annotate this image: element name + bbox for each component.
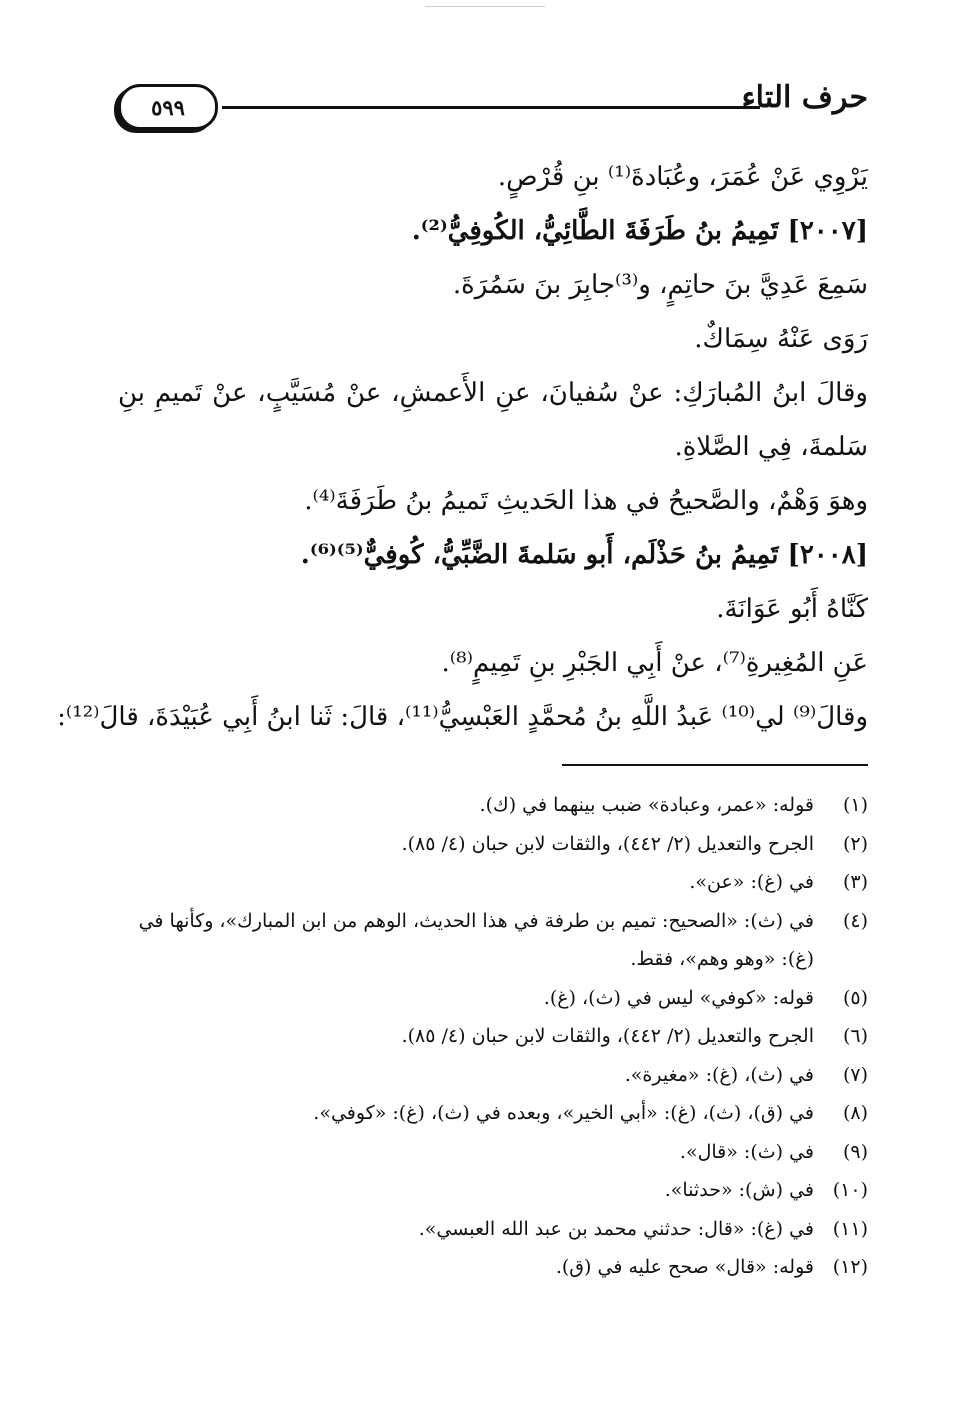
footnote [118,902,868,979]
footnote-text: في (غ): «عن». [689,871,814,893]
header-rule [222,106,760,109]
text-line: وهوَ وَهْمٌ، والصَّحيحُ في هذا الحَديثِ تَميمُ بنُ طَرَفَةَ⁽⁴⁾. [304,486,868,516]
footnote-text: في (ق)، (ث)، (غ): «أبي الخير»، وبعده في (ث)، (غ): «كوفي». [313,1102,814,1124]
footnote-number: (٧) [842,1063,868,1086]
footnote [118,1248,868,1287]
footnote-text: قوله: «قال» صحح عليه في (ق). [555,1256,814,1278]
footnote-number: (١٠) [832,1179,868,1201]
footnote [118,1017,868,1056]
footnote-number: (٥) [842,986,868,1009]
top-scan-rule [425,6,545,7]
page-number: ٥٩٩ [151,94,185,120]
footnote [118,1210,868,1249]
page-number-badge [118,84,218,130]
footnote-number: (١١) [832,1217,868,1240]
text-line: وقالَ⁽⁹⁾ لي⁽¹⁰⁾ عَبدُ اللَّهِ بنُ مُحمَّدٍ العَبْسِيُّ⁽¹¹⁾، قالَ: ثَنا ابنُ أَبِي عُبَيْدَةَ، قالَ⁽¹²⁾: [57,702,868,732]
footnote-number: (٢) [842,832,868,855]
text-line: سَمِعَ عَدِيَّ بنَ حاتِمٍ، و⁽³⁾جابِرَ بنَ سَمُرَةَ. [452,270,868,300]
entry-heading-2008: [٢٠٠٨] تَمِيمُ بنُ حَذْلَم، أَبو سَلمةَ الضَّبِّيُّ، كُوفِيٌّ⁽⁵⁾⁽⁶⁾. [300,540,868,570]
footnote-number: (٣) [842,871,868,893]
footnote-text: الجرح والتعديل (٢/ ٤٤٢)، والثقات لابن حبان (٤/ ٨٥). [401,832,814,855]
footnotes [118,786,868,1287]
footnote [118,863,868,902]
footnote [118,1133,868,1172]
footnote-number: (١) [842,794,868,816]
footnote [118,1171,868,1210]
footnote-number: (٩) [842,1140,868,1163]
footnote-text: في (ش): «حدثنا». [664,1179,814,1201]
footnote-number: (٦) [842,1025,868,1047]
footnote [118,786,868,825]
footnote-number: (٤) [842,909,868,932]
footnote [118,1056,868,1095]
text-line: كَنَّاهُ أَبُو عَوَانَةَ. [716,594,868,624]
text-line: عَنِ المُغِيرةِ⁽⁷⁾، عنْ أَبِي الجَبْرِ بنِ تَمِيمٍ⁽⁸⁾. [441,648,868,678]
footnote-text: في (ث): «الصحيح: تميم بن طرفة في هذا الحديث، الوهم من ابن المبارك»، وكأنها في (غ): «وهو وهم»، فقط. [138,909,814,970]
text-paragraph: وقالَ ابنُ المُبارَكِ: عنْ سُفيانَ، عنِ الأَعمشِ، عنْ مُسَيَّبٍ، عنْ تَميمِ بنِ سَلمةَ، فِي الصَّلاةِ. [118,378,868,462]
footnote [118,825,868,864]
entry-heading-2007: [٢٠٠٧] تَمِيمُ بنُ طَرَفَةَ الطَّائِيُّ، الكُوفِيُّ⁽²⁾. [411,216,868,246]
text-line: يَرْوِي عَنْ عُمَرَ، وعُبَادةَ⁽¹⁾ بنِ قُرْصٍ. [497,162,868,192]
footnote-number: (١٢) [832,1256,868,1278]
text-line: رَوَى عَنْهُ سِمَاكٌ. [694,324,868,354]
footnote-text: في (ث)، (غ): «مغيرة». [624,1063,814,1086]
footnote-text: قوله: «عمر، وعبادة» ضبب بينهما في (ك). [479,794,814,816]
footnote-text: قوله: «كوفي» ليس في (ث)، (غ). [543,986,814,1009]
footnote-separator [562,764,868,766]
chapter-title: حرف التاء [741,80,868,115]
footnote-text: في (ث): «قال». [679,1140,814,1163]
page-header [118,78,868,138]
footnote-text: الجرح والتعديل (٢/ ٤٤٢)، والثقات لابن حبان (٤/ ٨٥). [401,1025,814,1047]
footnote [118,1094,868,1133]
footnote-text: في (غ): «قال: حدثني محمد بن عبد الله العبسي». [418,1217,814,1240]
footnote [118,979,868,1018]
main-text [57,150,868,744]
footnote-number: (٨) [842,1102,868,1124]
